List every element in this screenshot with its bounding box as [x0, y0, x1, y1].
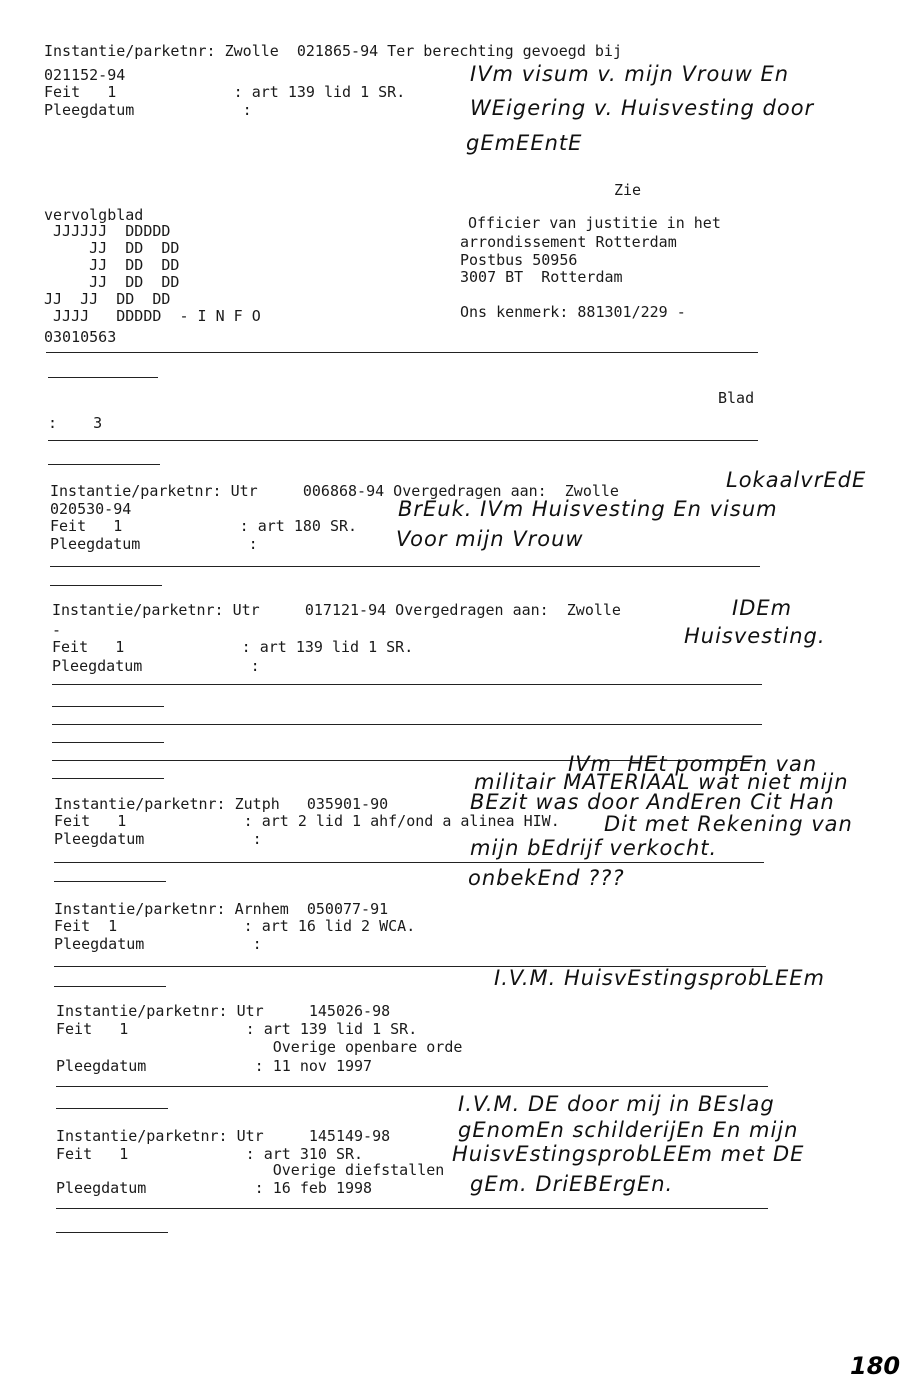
record-4-instantie: Instantie/parketnr: Arnhem 050077-91 [54, 900, 389, 918]
divider-short [52, 778, 164, 779]
handwritten-note-3: Huisvesting. [684, 624, 826, 648]
header-feit: Feit 1 : art 139 lid 1 SR. [44, 83, 406, 101]
jd-info-logo: JJ DD DD [44, 239, 180, 257]
divider [54, 862, 764, 863]
blad-label: Blad [718, 389, 755, 407]
divider [56, 1086, 768, 1087]
handwritten-note-2: BrEuk. IVm Huisvesting En visum [398, 497, 778, 521]
header-instantie: Instantie/parketnr: Zwolle 021865-94 Ter berechting gevoegd bij [44, 42, 622, 60]
handwritten-note-7: I.V.M. DE door mij in BEslag [458, 1092, 775, 1116]
jd-info-logo: JJ JJ DD DD [44, 290, 171, 308]
divider [52, 724, 762, 725]
divider [56, 1208, 768, 1209]
jd-info-logo: JJJJJJ DDDDD [44, 222, 171, 240]
divider-short [52, 706, 164, 707]
handwritten-note-7: HuisvEstingsprobLEEm met DE [452, 1142, 805, 1166]
jd-info-logo: JJ DD DD [44, 256, 180, 274]
address-line-3: Postbus 50956 [460, 251, 578, 269]
record-3-pleegdatum: Pleegdatum : [54, 830, 262, 848]
record-5-instantie: Instantie/parketnr: Utr 145026-98 [56, 1002, 391, 1020]
handwritten-note-3: IDEm [732, 596, 793, 620]
handwritten-note-1: IVm visum v. mijn Vrouw En [470, 62, 790, 86]
handwritten-note-4: Dit met Rekening van [604, 812, 853, 836]
record-1-instantie: Instantie/parketnr: Utr 006868-94 Overgedragen aan: Zwolle [50, 482, 619, 500]
divider-short [54, 986, 166, 987]
record-2-pleegdatum: Pleegdatum : [52, 657, 260, 675]
handwritten-note-4: militair MATERIAAL wat niet mijn [474, 770, 849, 794]
vervolgblad-label: vervolgblad [44, 206, 144, 224]
record-3-feit: Feit 1 : art 2 lid 1 ahf/ond a alinea HIW. [54, 812, 560, 830]
divider-short [56, 1108, 168, 1109]
handwritten-note-7: gEnomEn schilderijEn En mijn [458, 1118, 799, 1142]
header-pleegdatum: Pleegdatum : [44, 101, 252, 119]
record-5-extra: Overige openbare orde [56, 1038, 463, 1056]
handwritten-note-6: I.V.M. HuisvEstingsprobLEEm [494, 966, 825, 990]
ons-kenmerk: Ons kenmerk: 881301/229 - [460, 303, 686, 321]
address-line-4: 3007 BT Rotterdam [460, 268, 623, 286]
handwritten-note-4: BEzit was door AndEren Cit Han [470, 790, 835, 814]
jd-info-logo: JJJJ DDDDD - I N F O [44, 307, 261, 325]
document-code: 03010563 [44, 328, 117, 346]
record-2-feit: Feit 1 : art 139 lid 1 SR. [52, 638, 414, 656]
record-4-pleegdatum: Pleegdatum : [54, 935, 262, 953]
divider-short [54, 881, 166, 882]
record-2-instantie: Instantie/parketnr: Utr 017121-94 Overgedragen aan: Zwolle [52, 601, 621, 619]
header-parketnr: 021152-94 [44, 66, 126, 84]
divider [48, 440, 758, 441]
record-2-parketnr: - [52, 621, 62, 639]
divider-short [52, 742, 164, 743]
address-line-1: Officier van justitie in het [468, 214, 721, 232]
record-6-extra: Overige diefstallen [56, 1161, 445, 1179]
jd-info-logo: JJ DD DD [44, 273, 180, 291]
divider-short [48, 464, 160, 465]
handwritten-note-4: IVm HEt pompEn van [568, 752, 818, 776]
record-1-parketnr: 020530-94 [50, 500, 132, 518]
divider-short [50, 585, 162, 586]
handwritten-note-1: WEigering v. Huisvesting door [470, 96, 815, 120]
divider-short [48, 377, 158, 378]
zie-label: Zie [614, 181, 642, 199]
record-5-feit: Feit 1 : art 139 lid 1 SR. [56, 1020, 418, 1038]
record-4-feit: Feit 1 : art 16 lid 2 WCA. [54, 917, 416, 935]
handwritten-note-2: LokaalvrEdE [726, 468, 867, 492]
handwritten-note-1: gEmEEntE [466, 131, 583, 155]
blad-value: : 3 [48, 414, 103, 432]
handwritten-note-2: Voor mijn Vrouw [396, 527, 584, 551]
divider [50, 566, 760, 567]
record-6-feit: Feit 1 : art 310 SR. [56, 1145, 364, 1163]
divider [46, 352, 758, 353]
record-1-feit: Feit 1 : art 180 SR. [50, 517, 358, 535]
handwritten-note-5: onbekEnd ??? [468, 866, 625, 890]
divider [52, 684, 762, 685]
record-1-pleegdatum: Pleegdatum : [50, 535, 258, 553]
record-5-pleegdatum: Pleegdatum : 11 nov 1997 [56, 1057, 373, 1075]
address-line-2: arrondissement Rotterdam [460, 233, 677, 251]
handwritten-note-7: gEm. DriEBErgEn. [470, 1172, 674, 1196]
record-6-pleegdatum: Pleegdatum : 16 feb 1998 [56, 1179, 373, 1197]
record-6-instantie: Instantie/parketnr: Utr 145149-98 [56, 1127, 391, 1145]
handwritten-note-4: mijn bEdrijf verkocht. [470, 836, 718, 860]
page-number: 180 [850, 1352, 900, 1380]
record-3-instantie: Instantie/parketnr: Zutph 035901-90 [54, 795, 389, 813]
divider-short [56, 1232, 168, 1233]
